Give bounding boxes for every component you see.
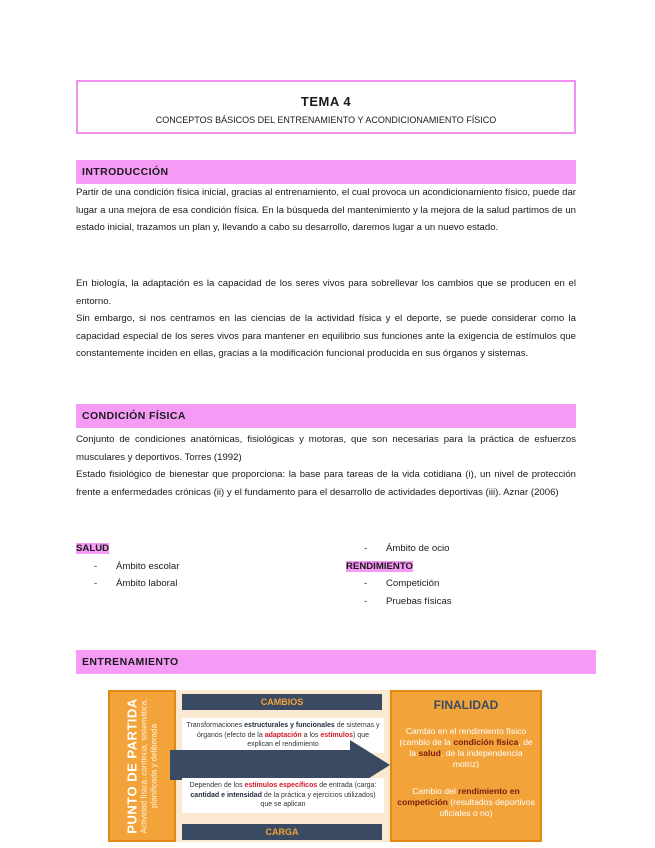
page-title: TEMA 4	[300, 94, 352, 109]
finalidad-title: FINALIDAD	[433, 698, 499, 712]
carga-box: Dependen de los estímulos específicos de entrada (carga: cantidad e intensidad de la práctica y ejercicios utilizados) que se aplican	[182, 778, 384, 813]
section-heading-entrenamiento: ENTRENAMIENTO	[76, 650, 596, 674]
punto-de-partida-subtitle: Actividad física, continua, sistemática, planificada y deliberada	[139, 698, 159, 834]
list-item: - Competición	[364, 578, 440, 589]
title-box	[76, 80, 576, 134]
carga-bar: CARGA	[182, 824, 382, 840]
intro-paragraph-3: Sin embargo, si nos centramos en las ciencias de la actividad física y el deporte, se puede considerar como la capacidad especial de los seres vivos para mantener en equilibrio sus funciones ante la exigencia de estímulos que constantemente inciden en ellas, gracias a la modificación funcional producida en sus órganos y sistemas.	[76, 313, 576, 359]
salud-list	[76, 540, 179, 593]
rendimiento-list	[346, 540, 452, 610]
cambios-box: Transformaciones estructurales y funcionales de sistemas y órganos (efecto de la adaptación a los estímulos) que explican el rendimiento	[182, 718, 384, 753]
list-item: - Ámbito laboral	[94, 578, 178, 589]
finalidad-text-2: Cambio del rendimiento en competición (resultados deportivos oficiales o no)	[397, 786, 535, 818]
punto-de-partida-box	[108, 690, 176, 842]
page-subtitle: CONCEPTOS BÁSICOS DEL ENTRENAMIENTO Y ACONDICIONAMIENTO FÍSICO	[155, 115, 497, 125]
finalidad-text-1: Cambio en el rendimiento físico (cambio de la condición física, de la salud, de la independencia motriz)	[399, 726, 533, 769]
condicion-paragraph-2: Estado fisiológico de bienestar que proporciona: la base para tareas de la vida cotidiana (i), un nivel de protección frente a enfermedades crónicas (ii) y el fundamento para el desarrollo de actividades deportivas (iii). Aznar (2006)	[76, 469, 576, 498]
cambios-bar: CAMBIOS	[182, 694, 382, 710]
list-item: - Ámbito de ocio	[364, 543, 450, 554]
rendimiento-label: RENDIMIENTO	[346, 560, 413, 572]
entrenamiento-diagram	[108, 690, 542, 848]
condicion-paragraph-1: Conjunto de condiciones anatómicas, fisiológicas y motoras, que son necesarias para la práctica de esfuerzos musculares y deportivos. Torres (1992)	[76, 434, 576, 463]
finalidad-box	[390, 690, 542, 842]
process-area	[176, 690, 390, 842]
intro-paragraph-1: Partir de una condición física inicial, gracias al entrenamiento, el cual provoca un acondicionamiento físico, puede dar lugar a una mejora de esa condición física. En la búsqueda del mantenimiento y la mejora de la salud partimos de un estado inicial, trazamos un plan y, llevando a cabo su desarrollo, daremos lugar a un nuevo estado.	[76, 187, 576, 233]
list-item: - Ámbito escolar	[94, 560, 180, 572]
section-heading-condicion-fisica: CONDICIÓN FÍSICA	[76, 404, 576, 428]
intro-paragraph-2: En biología, la adaptación es la capacidad de los seres vivos para sobrellevar los cambios que se producen en el entorno.	[76, 278, 576, 307]
list-item: - Pruebas físicas	[364, 595, 452, 607]
salud-label: SALUD	[76, 543, 110, 554]
punto-de-partida-title: PUNTO DE PARTIDA	[124, 698, 140, 834]
section-heading-introduccion: INTRODUCCIÓN	[76, 160, 576, 184]
